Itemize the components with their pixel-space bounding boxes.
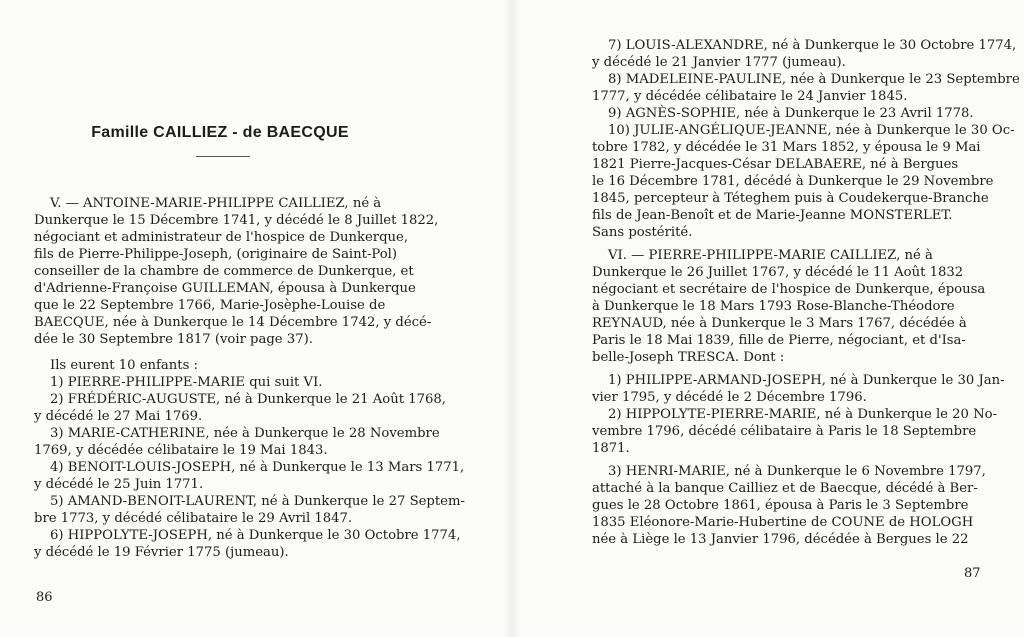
text-line: à Dunkerque le 18 Mars 1793 Rose-Blanche-Théodore [592, 299, 955, 314]
page-title: Famille CAILLIEZ - de BAECQUE [91, 124, 349, 141]
list-item: 6) HIPPOLYTE-JOSEPH, né à Dunkerque le 30 Octobre 1774, [50, 528, 461, 543]
text-line: conseiller de la chambre de commerce de Dunkerque, et [34, 264, 414, 279]
text-line: belle-Joseph TRESCA. Dont : [592, 350, 785, 365]
text-line: tobre 1782, y décédée le 31 Mars 1852, y épousa le 9 Mai [592, 140, 981, 155]
page-number: 87 [964, 566, 981, 581]
list-item: 8) MADELEINE-PAULINE, née à Dunkerque le 23 Septembre [608, 72, 1020, 87]
text-line: y décédé le 25 Juin 1771. [34, 477, 204, 492]
text-line: vier 1795, y décédé le 2 Décembre 1796. [592, 390, 867, 405]
text-line: vembre 1796, décédé célibataire à Paris le 18 Septembre [592, 424, 977, 439]
text-line: gues le 28 Octobre 1861, épousa à Paris le 3 Septembre [592, 498, 969, 513]
list-item: 9) AGNÈS-SOPHIE, née à Dunkerque le 23 Avril 1778. [608, 106, 974, 121]
list-item: 3) MARIE-CATHERINE, née à Dunkerque le 28 Novembre [50, 426, 440, 441]
text-line: BAECQUE, née à Dunkerque le 14 Décembre 1742, y décé- [34, 315, 432, 330]
text-line: Sans postérité. [592, 225, 693, 240]
text-line: que le 22 Septembre 1766, Marie-Josèphe-Louise de [34, 298, 386, 313]
text-line: née à Liège le 13 Janvier 1796, décédée à Bergues le 22 [592, 532, 969, 547]
text-line: 1769, y décédée célibataire le 19 Mai 1843. [34, 443, 328, 458]
text-line: fils de Pierre-Philippe-Joseph, (originaire de Saint-Pol) [34, 247, 398, 262]
title-rule [196, 156, 250, 157]
page-number: 86 [36, 590, 53, 605]
list-item: 2) HIPPOLYTE-PIERRE-MARIE, né à Dunkerque le 20 No- [608, 407, 998, 422]
list-item: 4) BENOIT-LOUIS-JOSEPH, né à Dunkerque le 13 Mars 1771, [50, 460, 465, 475]
text-line: Dunkerque le 26 Juillet 1767, y décédé le 11 Août 1832 [592, 265, 964, 280]
text-line: 1821 Pierre-Jacques-César DELABAERE, né à Bergues [592, 157, 959, 172]
text-line: V. — ANTOINE-MARIE-PHILIPPE CAILLIEZ, né à [50, 196, 382, 211]
list-item: 1) PHILIPPE-ARMAND-JOSEPH, né à Dunkerque le 30 Jan- [608, 373, 1005, 388]
text-line: REYNAUD, née à Dunkerque le 3 Mars 1767, décédée à [592, 316, 967, 331]
text-line: y décédé le 19 Février 1775 (jumeau). [34, 545, 289, 560]
text-line: 1777, y décédée célibataire le 24 Janvier 1845. [592, 89, 908, 104]
list-item: 2) FRÉDÉRIC-AUGUSTE, né à Dunkerque le 21 Août 1768, [50, 392, 446, 407]
list-item: 1) PIERRE-PHILIPPE-MARIE qui suit VI. [50, 375, 323, 390]
text-line: Paris le 18 Mai 1839, fille de Pierre, négociant, et d'Isa- [592, 333, 966, 348]
text-line: négociant et administrateur de l'hospice de Dunkerque, [34, 230, 409, 245]
text-line: y décédé le 27 Mai 1769. [34, 409, 203, 424]
list-item: 5) AMAND-BENOIT-LAURENT, né à Dunkerque le 27 Septem- [50, 494, 465, 509]
right-page [512, 0, 1024, 637]
text-line: le 16 Décembre 1781, décédé à Dunkerque le 29 Novembre [592, 174, 994, 189]
text-line: négociant et secrétaire de l'hospice de Dunkerque, épousa [592, 282, 986, 297]
text-line: Ils eurent 10 enfants : [50, 358, 198, 373]
text-line: fils de Jean-Benoît et de Marie-Jeanne MONSTERLET. [592, 208, 953, 223]
text-line: 1845, percepteur à Téteghem puis à Coudekerque-Branche [592, 191, 989, 206]
text-line: y décédé le 21 Janvier 1777 (jumeau). [592, 55, 846, 70]
text-line: dée le 30 Septembre 1817 (voir page 37). [34, 332, 313, 347]
list-item: 7) LOUIS-ALEXANDRE, né à Dunkerque le 30 Octobre 1774, [608, 38, 1017, 53]
text-line: 1871. [592, 441, 630, 456]
text-line: d'Adrienne-Françoise GUILLEMAN, épousa à Dunkerque [34, 281, 416, 296]
text-line: 1835 Eléonore-Marie-Hubertine de COUNE de HOLOGH [592, 515, 974, 530]
text-line: attaché à la banque Cailliez et de Baecque, décédé à Ber- [592, 481, 978, 496]
text-line: Dunkerque le 15 Décembre 1741, y décédé le 8 Juillet 1822, [34, 213, 439, 228]
list-item: 3) HENRI-MARIE, né à Dunkerque le 6 Novembre 1797, [608, 464, 986, 479]
list-item: 10) JULIE-ANGÉLIQUE-JEANNE, née à Dunkerque le 30 Oc- [608, 123, 1015, 138]
text-line: VI. — PIERRE-PHILIPPE-MARIE CAILLIEZ, né à [608, 248, 933, 263]
text-line: bre 1773, y décédé célibataire le 29 Avril 1847. [34, 511, 353, 526]
